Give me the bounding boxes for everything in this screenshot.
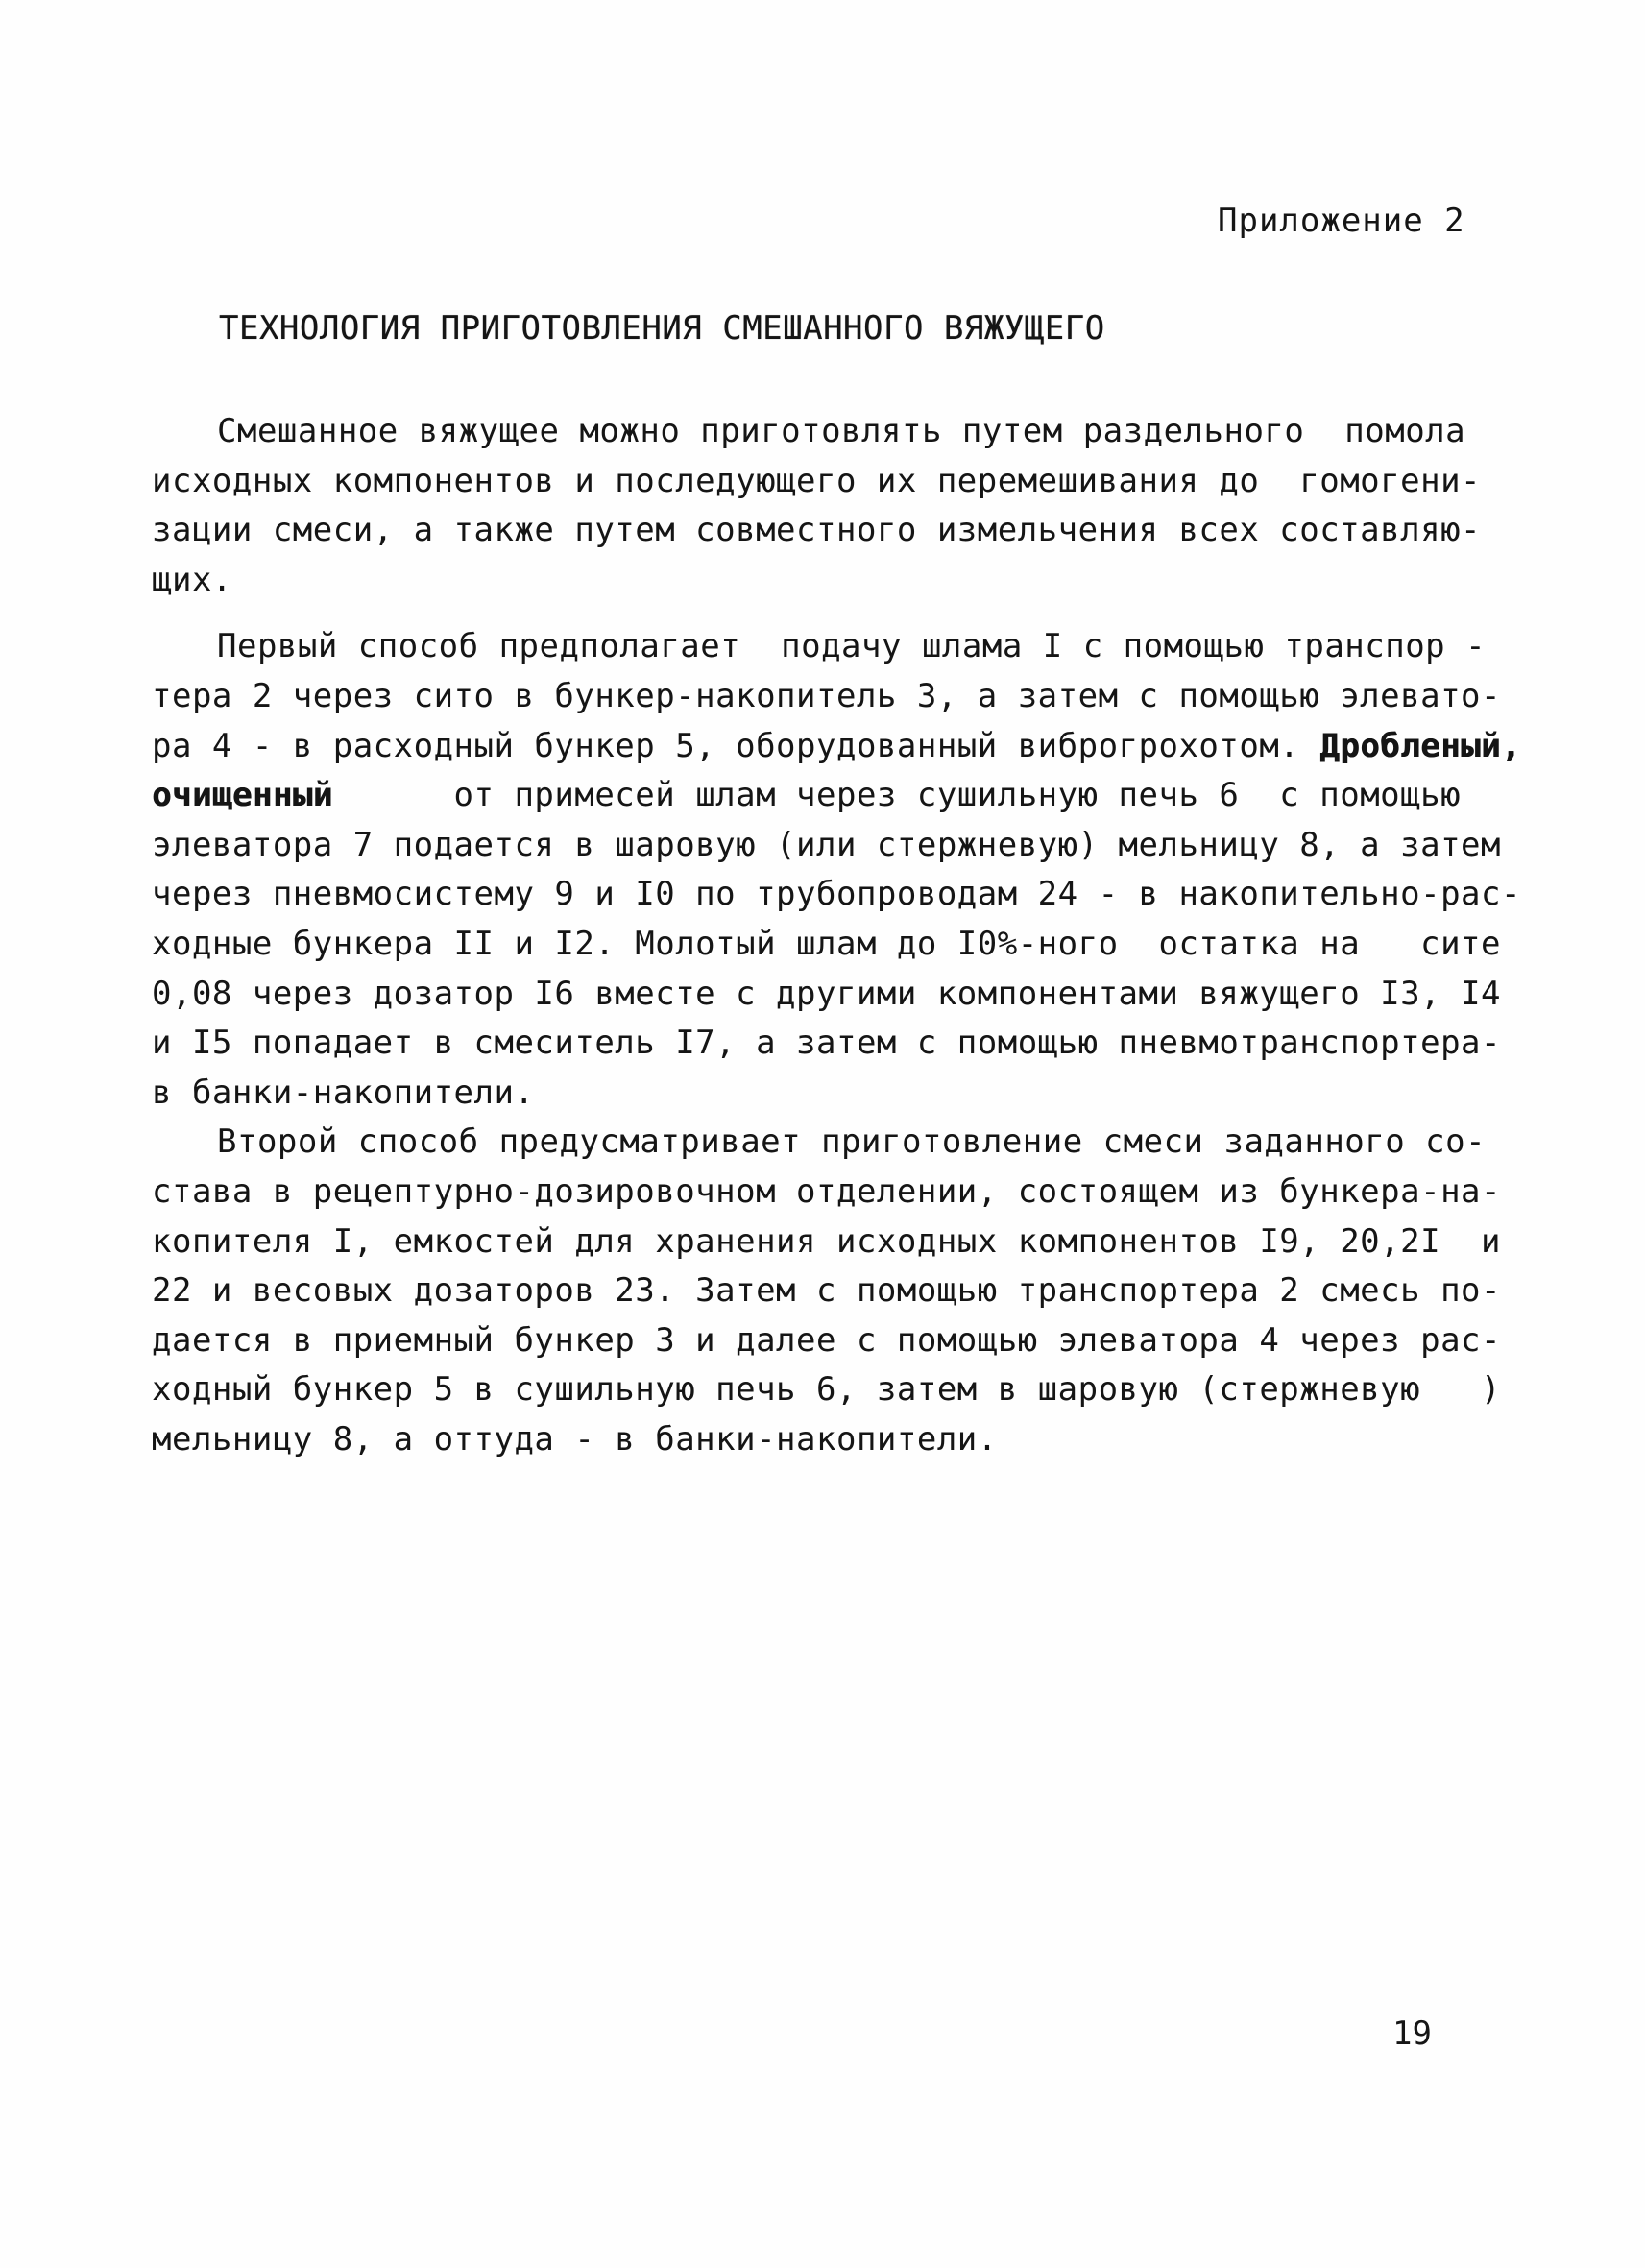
appendix-label: Приложение 2	[1218, 202, 1465, 240]
text-line	[152, 1316, 1544, 1366]
text-line	[152, 1267, 1544, 1316]
text-line	[152, 1415, 1544, 1465]
text-segment: ходные бункера II и I2. Молотый шлам до I0%-ного остатка на сите	[152, 924, 1501, 963]
text-line	[152, 920, 1544, 970]
text-line	[152, 1069, 1544, 1119]
text-segment: Второй способ предусматривает приготовление смеси заданного со-	[217, 1122, 1487, 1162]
paragraph	[152, 1118, 1544, 1464]
document-body	[152, 407, 1544, 1464]
text-line	[152, 771, 1544, 821]
document-title: ТЕХНОЛОГИЯ ПРИГОТОВЛЕНИЯ СМЕШАННОГО ВЯЖУЩЕГО	[219, 309, 1105, 348]
text-line	[152, 1168, 1544, 1218]
text-segment: 0,08 через дозатор I6 вместе с другими компонентами вяжущего I3, I4	[152, 974, 1501, 1013]
text-line	[152, 722, 1544, 772]
text-segment: исходных компонентов и последующего их перемешивания до гомогени-	[152, 461, 1482, 500]
text-segment: 22 и весовых дозаторов 23. Затем с помощью транспортера 2 смесь по-	[152, 1271, 1501, 1311]
text-line	[152, 672, 1544, 722]
text-line	[152, 1118, 1544, 1168]
text-segment: элеватора 7 подается в шаровую (или стержневую) мельницу 8, а затем	[152, 825, 1501, 864]
text-segment: мельницу 8, а оттуда - в банки-накопители.	[152, 1419, 998, 1459]
text-segment: от примесей шлам через сушильную печь 6 с помощью	[332, 776, 1462, 815]
text-segment: через пневмосистему 9 и I0 по трубопроводам 24 - в накопительно-рас-	[152, 875, 1521, 914]
paragraph	[152, 407, 1544, 605]
text-segment: Первый способ предполагает подачу шлама I с помощью транспор -	[217, 627, 1487, 666]
bold-text: Дробленый,	[1319, 726, 1521, 765]
text-line	[152, 457, 1544, 507]
text-segment: тера 2 через сито в бункер-накопитель 3, а затем с помощью элевато-	[152, 676, 1501, 715]
text-segment: и I5 попадает в смеситель I7, а затем с помощью пневмотранспортера-	[152, 1024, 1501, 1063]
text-line	[152, 1019, 1544, 1069]
paragraph	[152, 622, 1544, 1118]
text-segment: щих.	[152, 560, 232, 599]
text-line	[152, 407, 1544, 457]
text-line	[152, 970, 1544, 1020]
text-segment: копителя I, емкостей для хранения исходных компонентов I9, 20,2I и	[152, 1221, 1501, 1261]
text-line	[152, 821, 1544, 871]
text-segment: Смешанное вяжущее можно приготовлять путем раздельного помола	[217, 412, 1466, 450]
text-segment: зации смеси, а также путем совместного измельчения всех составляю-	[152, 511, 1482, 550]
text-line	[152, 870, 1544, 920]
page-number: 19	[1392, 2015, 1432, 2053]
text-line	[152, 1218, 1544, 1267]
text-segment: става в рецептурно-дозировочном отделении, состоящем из бункера-на-	[152, 1171, 1501, 1211]
text-line	[152, 556, 1544, 606]
text-segment: дается в приемный бункер 3 и далее с помощью элеватора 4 через рас-	[152, 1320, 1501, 1360]
text-line	[152, 506, 1544, 556]
text-line	[152, 622, 1544, 672]
bold-text: очищенный	[152, 776, 333, 815]
text-segment: ходный бункер 5 в сушильную печь 6, затем в шаровую (стержневую )	[152, 1370, 1501, 1410]
text-segment: в банки-накопители.	[152, 1073, 535, 1112]
text-line	[152, 1365, 1544, 1415]
text-segment: ра 4 - в расходный бункер 5, оборудованный виброгрохотом.	[152, 726, 1320, 765]
